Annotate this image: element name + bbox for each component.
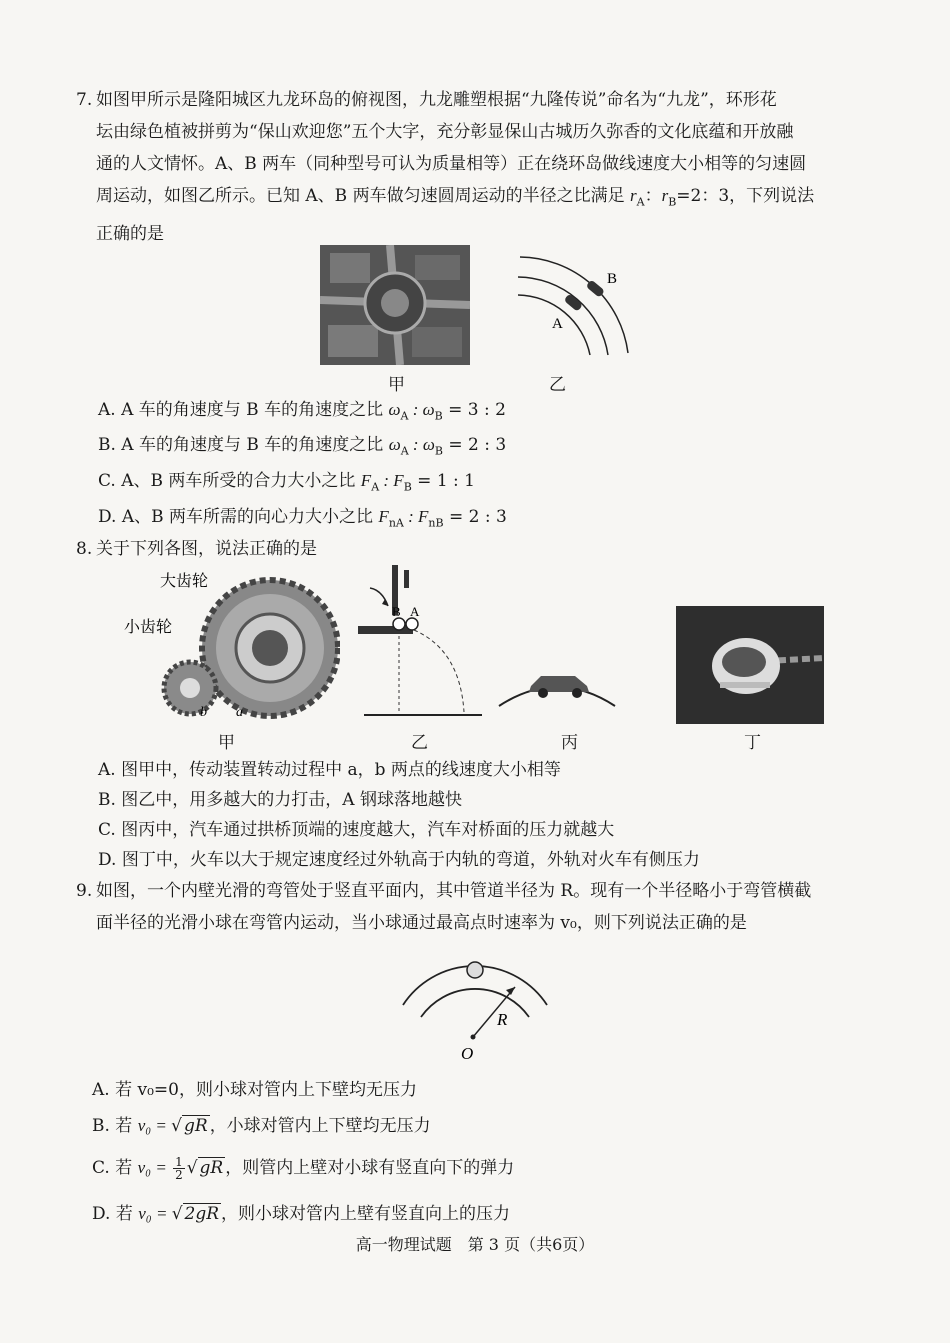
projectile-apparatus-diagram bbox=[352, 560, 487, 720]
sqrt-symbol: √ bbox=[171, 1204, 183, 1224]
ball-a-label: A bbox=[410, 604, 420, 619]
option-d: D. 图丁中，火车以大于规定速度经过外轨高于内轨的弯道，外轨对火车有侧压力 bbox=[98, 850, 700, 870]
question-9 bbox=[76, 875, 876, 939]
option-c: C. 图丙中，汽车通过拱桥顶端的速度越大，汽车对桥面的压力就越大 bbox=[98, 820, 615, 840]
ball-b-label: B bbox=[392, 604, 401, 619]
train-curve-photo bbox=[676, 606, 824, 724]
roundabout-aerial-photo bbox=[320, 245, 470, 365]
car-b-label: B bbox=[607, 271, 618, 287]
stem-line: 如图甲所示是隆阳城区九龙环岛的俯视图，九龙雕塑根据“九隆传说”命名为“九龙”，环形花 bbox=[96, 90, 777, 110]
roundabout-track-diagram bbox=[510, 245, 640, 360]
figure-caption-yi: 乙 bbox=[411, 733, 428, 753]
arch-bridge-car-diagram bbox=[497, 648, 617, 708]
figure-caption-bing: 丙 bbox=[561, 733, 578, 753]
gears-diagram bbox=[120, 570, 340, 720]
question-number: 8. bbox=[76, 539, 93, 559]
small-gear-label: 小齿轮 bbox=[124, 617, 173, 636]
stem-line: 坛由绿色植被拼剪为“保山欢迎您”五个大字，充分彰显保山古城历久弥香的文化底蕴和开放融 bbox=[96, 122, 794, 142]
option-d: D. A、B 两车所需的向心力大小之比 $F_{nA}$ : $F_{nB} = 2$ : 3 bbox=[98, 507, 507, 530]
option-d: D. 若 v₀ = √ 2gR ，则小球对管内上壁有竖直向上的压力 bbox=[92, 1204, 511, 1224]
big-gear-label: 大齿轮 bbox=[160, 571, 209, 590]
question-number: 9. bbox=[76, 881, 93, 901]
option-a: A. A 车的角速度与 B 车的角速度之比 $\omega_A$ : $\omega_B = 3$ : 2 bbox=[98, 400, 506, 423]
stem-line: 面半径的光滑小球在弯管内运动，当小球通过最高点时速率为 v₀，则下列说法正确的是 bbox=[96, 913, 747, 933]
question-7 bbox=[76, 84, 876, 250]
option-c: C. A、B 两车所受的合力大小之比 $F_A$ : $F_B = 1$ : 1 bbox=[98, 471, 475, 494]
point-a-label: a bbox=[236, 705, 243, 720]
option-c: C. 若 v₀ = $\frac{1}{2}$ √ gR ，则管内上壁对小球有竖直向下的弹力 bbox=[92, 1155, 515, 1182]
point-b-label: b bbox=[200, 705, 207, 720]
car-a-label: A bbox=[552, 316, 563, 332]
stem-line: 如图，一个内壁光滑的弯管处于竖直平面内，其中管道半径为 R。现有一个半径略小于弯管横截 bbox=[96, 881, 812, 901]
fraction: $\frac{1}{2}$ bbox=[175, 1155, 183, 1182]
question-number: 7. bbox=[76, 90, 93, 110]
curved-tube-diagram bbox=[395, 955, 555, 1065]
stem-line: 通的人文情怀。A、B 两车（同种型号可认为质量相等）正在绕环岛做线速度大小相等的匀速圆 bbox=[96, 154, 807, 174]
option-b: B. 若 v₀ = √ gR ，小球对管内上下壁均无压力 bbox=[92, 1116, 431, 1136]
center-label: O bbox=[461, 1044, 474, 1063]
figure-caption-jia: 甲 bbox=[218, 733, 235, 753]
stem-line: 周运动，如图乙所示。已知 A、B 两车做匀速圆周运动的半径之比满足 $r_A$：$r_B=2$：3，下列说法 bbox=[96, 186, 815, 209]
figure-caption-yi: 乙 bbox=[549, 375, 566, 395]
sqrt-symbol: √ bbox=[186, 1158, 198, 1178]
sqrt-symbol: √ bbox=[171, 1116, 182, 1136]
option-b: B. 图乙中，用多越大的力打击，A 钢球落地越快 bbox=[98, 790, 462, 810]
stem-line: 关于下列各图，说法正确的是 bbox=[96, 539, 317, 559]
radius-label: R bbox=[497, 1010, 508, 1029]
option-a: A. 图甲中，传动装置转动过程中 a，b 两点的线速度大小相等 bbox=[98, 760, 561, 780]
page-footer: 高一物理试题 第 3 页（共6页） bbox=[355, 1235, 595, 1254]
figure-caption-ding: 丁 bbox=[744, 733, 761, 753]
stem-line: 正确的是 bbox=[96, 224, 164, 245]
option-b: B. A 车的角速度与 B 车的角速度之比 $\omega_A$ : $\omega_B = 2$ : 3 bbox=[98, 435, 507, 458]
option-a: A. 若 v₀=0，则小球对管内上下壁均无压力 bbox=[92, 1080, 417, 1100]
figure-caption-jia: 甲 bbox=[388, 375, 405, 395]
